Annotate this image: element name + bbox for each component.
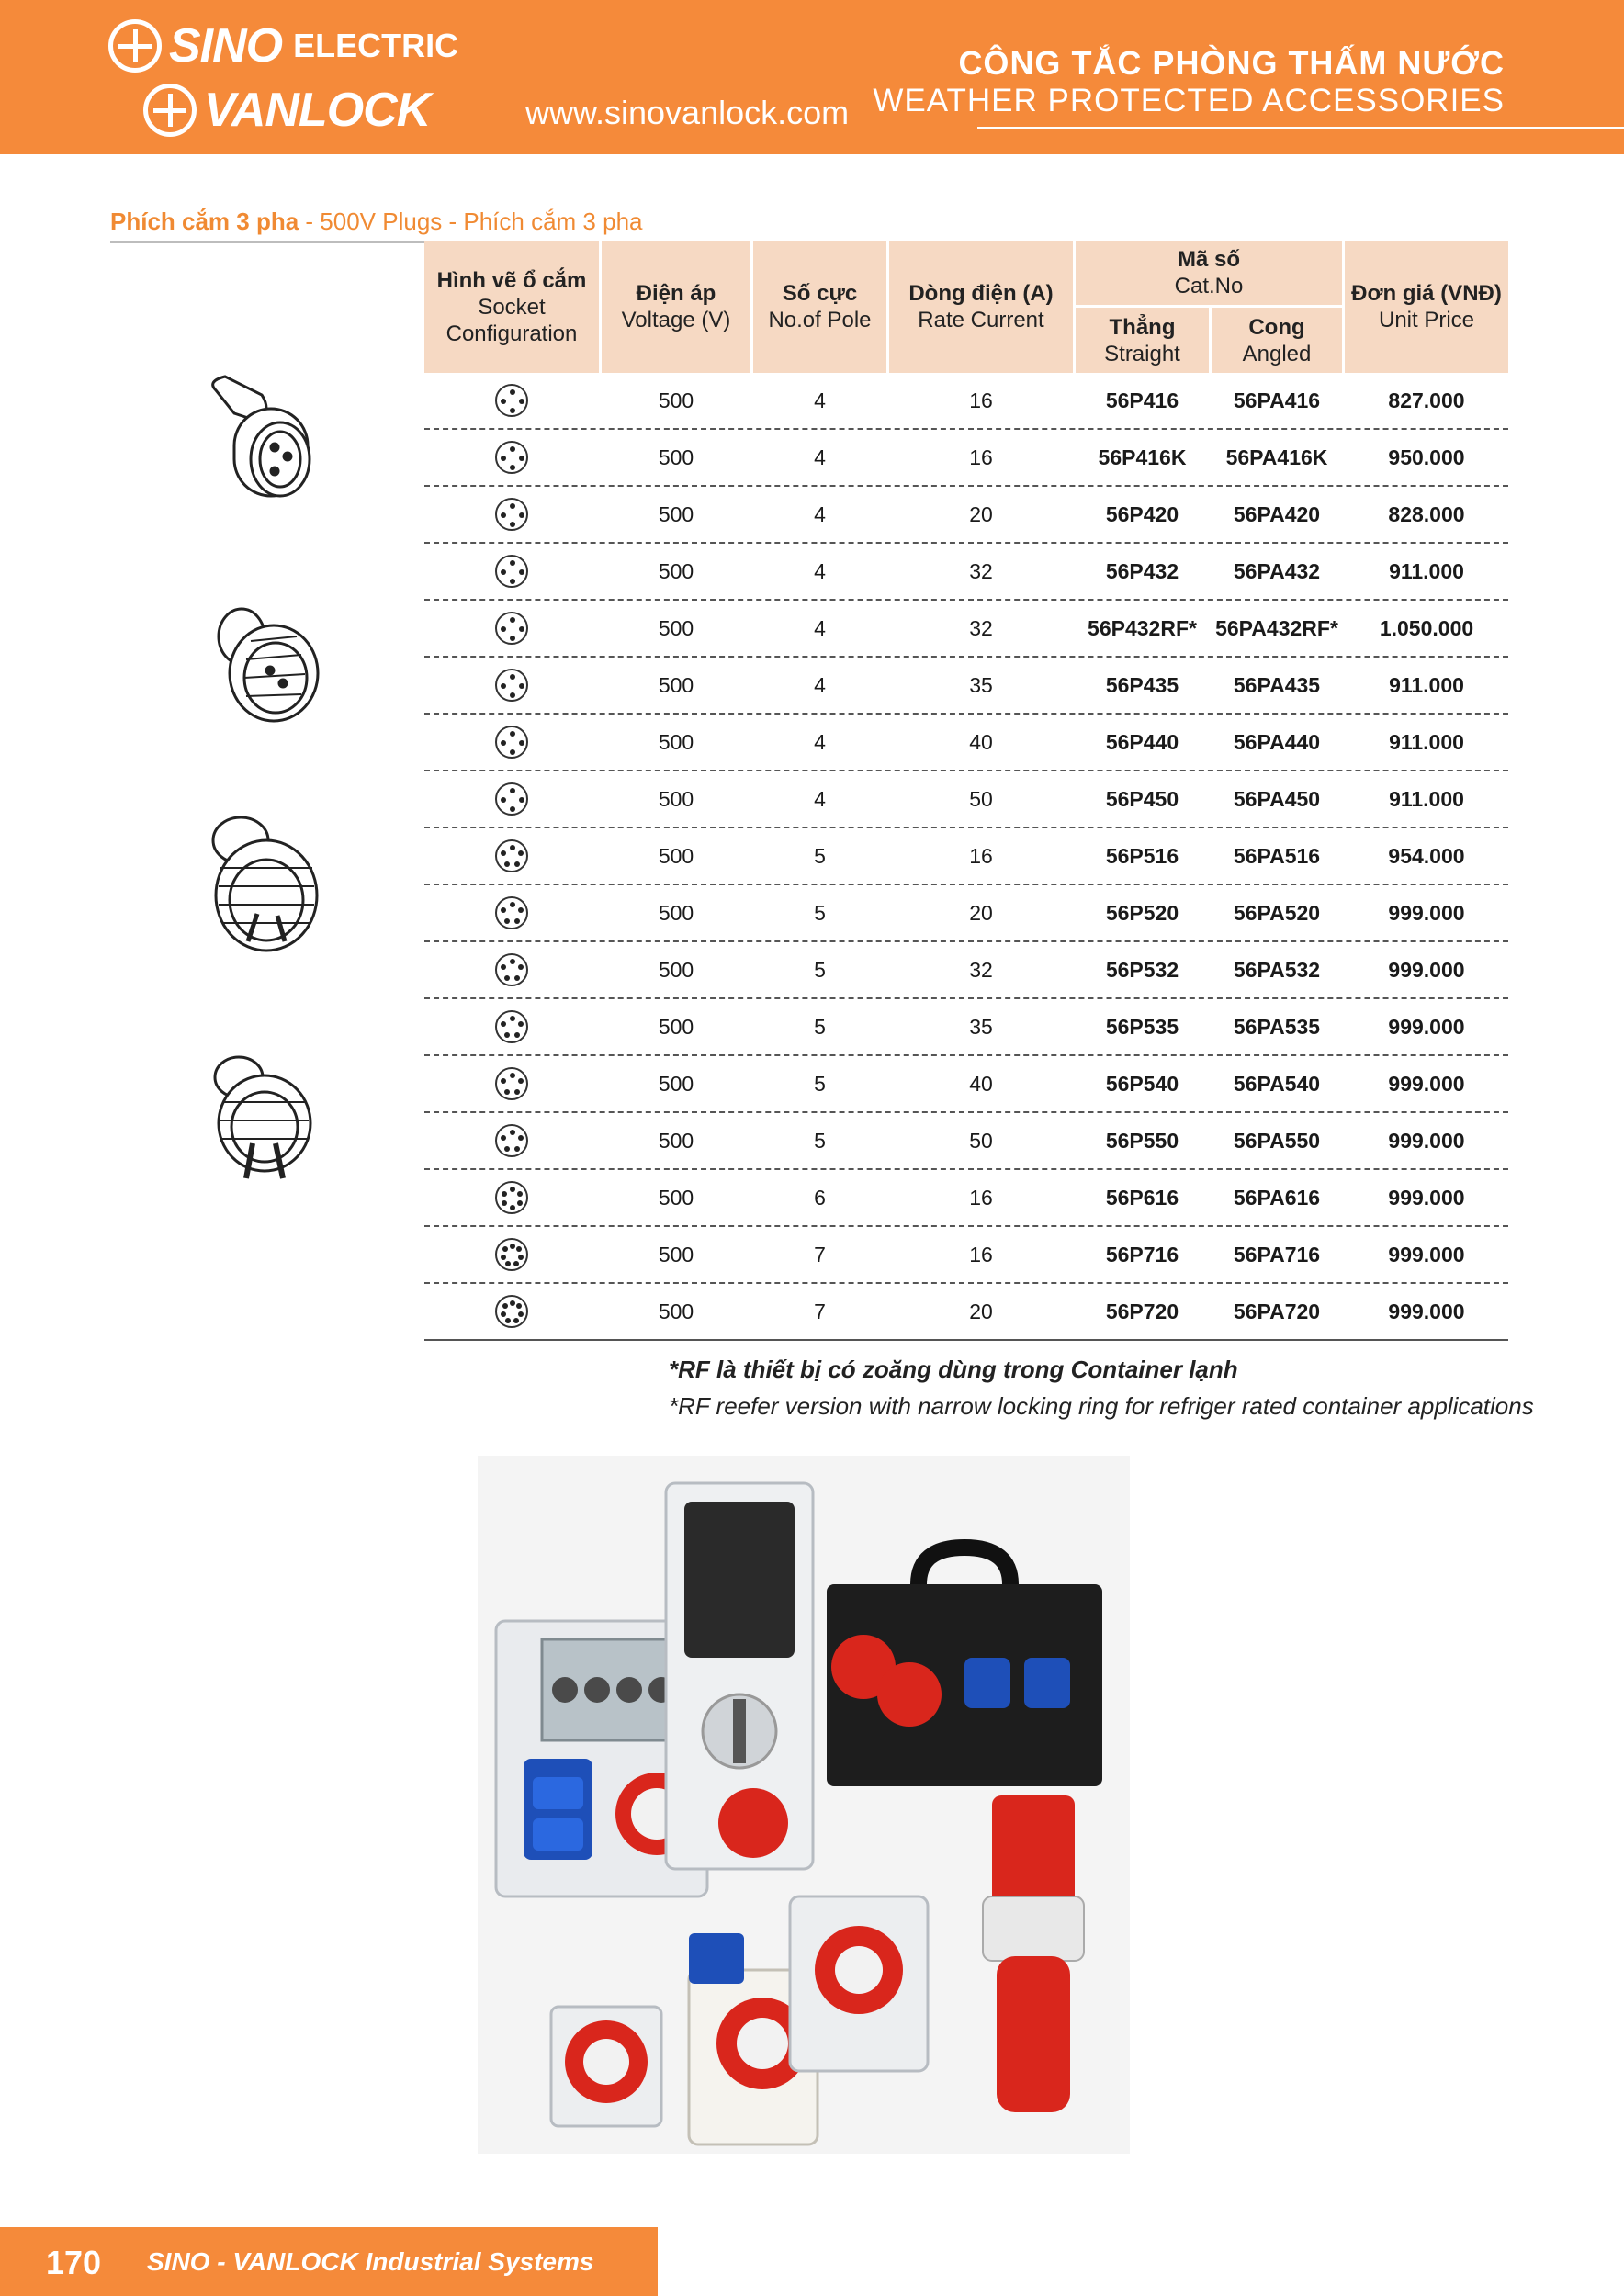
- cell-poles: 4: [814, 388, 826, 412]
- pin-dot: [510, 1073, 515, 1078]
- pin-dot: [502, 1200, 507, 1206]
- pin-dot: [518, 850, 524, 856]
- cell-straight: 56P532: [1105, 957, 1179, 982]
- socket-configuration: [424, 1227, 599, 1282]
- header-voltage: Điện áp Voltage (V): [621, 281, 731, 332]
- header-socket: Hình vẽ ổ cắm Socket Configuration: [436, 267, 587, 346]
- cell-straight: 56P535: [1105, 1014, 1179, 1039]
- cell-straight: 56P416: [1105, 388, 1179, 412]
- header-price: Đơn giá (VNĐ) Unit Price: [1351, 281, 1502, 332]
- cell-price: 911.000: [1389, 729, 1464, 754]
- cell-price: 999.000: [1388, 957, 1465, 982]
- cell-current: 16: [969, 445, 993, 469]
- socket-pin-icon: [495, 782, 528, 816]
- pin-dot: [513, 1261, 519, 1266]
- page-header: [0, 0, 1624, 154]
- header-current: Dòng điện (A) Rate Current: [908, 281, 1054, 332]
- section-title-rest: - 500V Plugs - Phích cắm 3 pha: [299, 208, 643, 235]
- cell-poles: 7: [814, 1299, 826, 1323]
- website-link[interactable]: www.sinovanlock.com: [525, 94, 850, 131]
- cell-voltage: 500: [658, 558, 694, 583]
- socket-pin-icon: [495, 1067, 528, 1100]
- pin-dot: [501, 1135, 506, 1141]
- cell-voltage: 500: [658, 843, 694, 868]
- pin-dot: [501, 1078, 506, 1084]
- cell-angled: 56PA716: [1233, 1242, 1321, 1266]
- socket-configuration: [424, 942, 599, 997]
- pin-dot: [519, 399, 524, 404]
- pin-dot: [510, 731, 515, 737]
- brand-sino: SINO: [169, 19, 283, 73]
- pin-dot: [519, 740, 524, 746]
- cell-current: 32: [969, 615, 993, 640]
- socket-configuration: [424, 1284, 599, 1339]
- socket-configuration: [424, 885, 599, 940]
- pin-dot: [518, 1255, 524, 1260]
- pin-dot: [510, 1016, 515, 1021]
- pin-dot: [510, 560, 515, 566]
- cell-poles: 4: [814, 615, 826, 640]
- header-angled: Cong Angled: [1242, 314, 1312, 366]
- socket-configuration: [424, 1113, 599, 1168]
- socket-pin-icon: [495, 555, 528, 588]
- pin-dot: [519, 512, 524, 518]
- table-row: [424, 942, 1508, 999]
- cell-current: 40: [969, 729, 993, 754]
- cell-price: 950.000: [1388, 445, 1465, 469]
- pin-dot: [501, 456, 506, 461]
- pin-dot: [505, 1318, 511, 1323]
- cell-poles: 5: [814, 1071, 826, 1096]
- cell-straight: 56P516: [1105, 843, 1179, 868]
- pin-dot: [514, 975, 520, 981]
- cell-current: 50: [969, 786, 993, 811]
- cell-angled: 56PA440: [1233, 729, 1321, 754]
- pin-dot: [518, 1021, 524, 1027]
- table-row: [424, 430, 1508, 487]
- cell-current: 16: [969, 843, 993, 868]
- table-row: [424, 1056, 1508, 1113]
- cell-angled: 56PA432RF*: [1215, 615, 1338, 640]
- socket-configuration: [424, 544, 599, 599]
- cell-current: 50: [969, 1128, 993, 1153]
- cell-angled: 56PA416K: [1225, 445, 1328, 469]
- cell-current: 35: [969, 672, 993, 697]
- cell-current: 40: [969, 1071, 993, 1096]
- page-number: 170: [46, 2244, 102, 2281]
- page-footer: [0, 2227, 658, 2296]
- table-body: [424, 373, 1508, 1341]
- socket-pin-icon: [495, 384, 528, 417]
- cell-straight: 56P435: [1105, 672, 1179, 697]
- cell-voltage: 500: [658, 1242, 694, 1266]
- cell-straight: 56P432RF*: [1088, 615, 1197, 640]
- pin-dot: [502, 1303, 508, 1309]
- pin-dot: [510, 1205, 515, 1210]
- cell-voltage: 500: [658, 445, 694, 469]
- table-row: [424, 1170, 1508, 1227]
- cell-straight: 56P540: [1105, 1071, 1179, 1096]
- table-header: [424, 241, 1508, 373]
- pin-dot: [510, 788, 515, 793]
- section-title-bold: Phích cắm 3 pha: [110, 208, 299, 235]
- socket-configuration: [424, 771, 599, 827]
- cell-poles: 7: [814, 1242, 826, 1266]
- straight-plug-drawing-3: [202, 1052, 321, 1185]
- cell-poles: 4: [814, 729, 826, 754]
- cell-poles: 4: [814, 786, 826, 811]
- cell-straight: 56P416K: [1098, 445, 1187, 469]
- pin-dot: [501, 1255, 506, 1260]
- pin-dot: [516, 1246, 522, 1252]
- table-row: [424, 544, 1508, 601]
- header-poles: Số cực No.of Pole: [768, 281, 872, 332]
- cell-price: 1.050.000: [1379, 615, 1474, 640]
- brand-vanlock: VANLOCK: [204, 84, 431, 137]
- cell-straight: 56P520: [1105, 900, 1179, 925]
- pin-dot: [501, 850, 506, 856]
- socket-configuration: [424, 373, 599, 428]
- cell-price: 828.000: [1388, 501, 1465, 526]
- cell-voltage: 500: [658, 1299, 694, 1323]
- pin-dot: [518, 1078, 524, 1084]
- pin-dot: [510, 522, 515, 527]
- table-row: [424, 487, 1508, 544]
- cell-voltage: 500: [658, 672, 694, 697]
- section-underline: [110, 241, 427, 243]
- pin-dot: [501, 1311, 506, 1317]
- pin-dot: [504, 975, 510, 981]
- cell-current: 20: [969, 1299, 993, 1323]
- pin-dot: [501, 512, 506, 518]
- pin-dot: [519, 626, 524, 632]
- cell-angled: 56PA540: [1233, 1071, 1321, 1096]
- pin-dot: [505, 1261, 511, 1266]
- pin-dot: [501, 740, 506, 746]
- pin-dot: [510, 1300, 515, 1306]
- cell-angled: 56PA616: [1233, 1185, 1321, 1210]
- cell-straight: 56P616: [1105, 1185, 1179, 1210]
- pin-dot: [517, 1200, 523, 1206]
- table-row: [424, 1227, 1508, 1284]
- pin-dot: [519, 456, 524, 461]
- socket-pin-icon: [495, 726, 528, 759]
- cell-current: 16: [969, 388, 993, 412]
- cell-angled: 56PA432: [1233, 558, 1321, 583]
- table-row: [424, 771, 1508, 828]
- section-title: [110, 208, 643, 236]
- socket-configuration: [424, 715, 599, 770]
- socket-pin-icon: [495, 612, 528, 645]
- pin-dot: [502, 1191, 507, 1197]
- header-catno: Mã số Cat.No: [1174, 247, 1244, 298]
- header-straight: Thẳng Straight: [1104, 314, 1180, 366]
- table-row: [424, 658, 1508, 715]
- cell-angled: 56PA720: [1233, 1299, 1321, 1323]
- pin-dot: [514, 861, 520, 867]
- pin-dot: [518, 1135, 524, 1141]
- pin-dot: [501, 907, 506, 913]
- socket-configuration: [424, 430, 599, 485]
- cell-angled: 56PA516: [1233, 843, 1321, 868]
- pin-dot: [501, 399, 506, 404]
- pin-dot: [504, 861, 510, 867]
- pin-dot: [510, 408, 515, 413]
- cell-angled: 56PA420: [1233, 501, 1321, 526]
- footnote-en: *RF reefer version with narrow locking ring for refriger rated container applications: [669, 1392, 1534, 1420]
- pin-dot: [510, 617, 515, 623]
- cell-angled: 56PA450: [1233, 786, 1321, 811]
- cell-straight: 56P440: [1105, 729, 1179, 754]
- straight-plug-drawing-2: [202, 813, 326, 955]
- cell-current: 16: [969, 1185, 993, 1210]
- cell-voltage: 500: [658, 388, 694, 412]
- pin-dot: [514, 1089, 520, 1095]
- cell-price: 999.000: [1388, 1071, 1465, 1096]
- brand-logo: [108, 13, 459, 151]
- cell-current: 20: [969, 501, 993, 526]
- table-row: [424, 601, 1508, 658]
- cell-straight: 56P432: [1105, 558, 1179, 583]
- cell-price: 999.000: [1388, 1185, 1465, 1210]
- pin-dot: [510, 465, 515, 470]
- socket-configuration: [424, 1056, 599, 1111]
- cell-voltage: 500: [658, 1071, 694, 1096]
- pin-dot: [514, 918, 520, 924]
- cell-angled: 56PA416: [1233, 388, 1321, 412]
- pin-dot: [510, 579, 515, 584]
- pin-dot: [501, 1021, 506, 1027]
- socket-pin-icon: [495, 953, 528, 986]
- socket-pin-icon: [495, 1010, 528, 1043]
- pin-dot: [510, 446, 515, 452]
- cell-current: 35: [969, 1014, 993, 1039]
- cell-price: 911.000: [1389, 558, 1464, 583]
- pin-dot: [517, 1191, 523, 1197]
- socket-configuration: [424, 601, 599, 656]
- socket-pin-icon: [495, 1124, 528, 1157]
- angled-plug-drawing: [197, 372, 326, 510]
- cell-voltage: 500: [658, 1014, 694, 1039]
- footer-text: SINO - VANLOCK Industrial Systems: [147, 2247, 594, 2276]
- cell-price: 999.000: [1388, 1128, 1465, 1153]
- cell-price: 911.000: [1389, 672, 1464, 697]
- cell-poles: 5: [814, 900, 826, 925]
- pin-dot: [504, 1089, 510, 1095]
- pin-dot: [501, 626, 506, 632]
- socket-configuration: [424, 999, 599, 1054]
- cell-current: 20: [969, 900, 993, 925]
- cell-angled: 56PA535: [1233, 1014, 1321, 1039]
- cell-voltage: 500: [658, 615, 694, 640]
- pin-dot: [510, 1244, 515, 1249]
- cell-poles: 6: [814, 1185, 826, 1210]
- cell-straight: 56P450: [1105, 786, 1179, 811]
- pin-dot: [510, 389, 515, 395]
- table-row: [424, 828, 1508, 885]
- socket-configuration: [424, 1170, 599, 1225]
- footnote-vn: *RF là thiết bị có zoăng dùng trong Container lạnh: [669, 1356, 1238, 1383]
- brand-electric: ELECTRIC: [293, 27, 459, 64]
- cell-voltage: 500: [658, 1128, 694, 1153]
- cell-straight: 56P720: [1105, 1299, 1179, 1323]
- cell-price: 999.000: [1388, 1299, 1465, 1323]
- cell-voltage: 500: [658, 501, 694, 526]
- cell-current: 16: [969, 1242, 993, 1266]
- pin-dot: [504, 918, 510, 924]
- pin-dot: [519, 683, 524, 689]
- cell-poles: 5: [814, 1128, 826, 1153]
- pin-dot: [501, 569, 506, 575]
- cell-voltage: 500: [658, 729, 694, 754]
- cell-current: 32: [969, 558, 993, 583]
- cell-straight: 56P550: [1105, 1128, 1179, 1153]
- pin-dot: [510, 1130, 515, 1135]
- pin-dot: [501, 964, 506, 970]
- cell-poles: 4: [814, 501, 826, 526]
- vanlock-logo-icon: [143, 84, 197, 137]
- cell-angled: 56PA550: [1233, 1128, 1321, 1153]
- socket-configuration: [424, 658, 599, 713]
- socket-pin-icon: [495, 498, 528, 531]
- cell-straight: 56P716: [1105, 1242, 1179, 1266]
- pin-dot: [519, 569, 524, 575]
- cell-voltage: 500: [658, 786, 694, 811]
- cell-price: 999.000: [1388, 900, 1465, 925]
- cell-poles: 5: [814, 1014, 826, 1039]
- header-title-vn: CÔNG TẮC PHÒNG THẤM NƯỚC: [958, 44, 1505, 82]
- table-row: [424, 373, 1508, 430]
- pin-dot: [510, 806, 515, 812]
- socket-pin-icon: [495, 669, 528, 702]
- cell-poles: 5: [814, 843, 826, 868]
- cell-price: 999.000: [1388, 1014, 1465, 1039]
- table-row: [424, 1113, 1508, 1170]
- socket-configuration: [424, 487, 599, 542]
- cell-price: 954.000: [1388, 843, 1465, 868]
- cell-angled: 56PA520: [1233, 900, 1321, 925]
- cell-poles: 4: [814, 445, 826, 469]
- pin-dot: [510, 1187, 515, 1192]
- pin-dot: [510, 503, 515, 509]
- socket-pin-icon: [495, 1238, 528, 1271]
- socket-pin-icon: [495, 896, 528, 929]
- pin-dot: [510, 636, 515, 641]
- pin-dot: [519, 797, 524, 803]
- straight-plug-drawing-1: [209, 604, 324, 728]
- pin-dot: [514, 1032, 520, 1038]
- socket-pin-icon: [495, 839, 528, 872]
- pin-dot: [513, 1318, 519, 1323]
- cell-angled: 56PA532: [1233, 957, 1321, 982]
- cell-poles: 4: [814, 672, 826, 697]
- socket-pin-icon: [495, 1181, 528, 1214]
- pin-dot: [510, 692, 515, 698]
- table-row: [424, 885, 1508, 942]
- socket-pin-icon: [495, 1295, 528, 1328]
- pin-dot: [518, 964, 524, 970]
- cell-price: 911.000: [1389, 786, 1464, 811]
- pin-dot: [504, 1032, 510, 1038]
- cell-angled: 56PA435: [1233, 672, 1321, 697]
- socket-configuration: [424, 828, 599, 884]
- pin-dot: [502, 1246, 508, 1252]
- header-underline: [977, 127, 1624, 129]
- pin-dot: [516, 1303, 522, 1309]
- cell-poles: 5: [814, 957, 826, 982]
- pin-dot: [501, 683, 506, 689]
- pin-dot: [501, 797, 506, 803]
- pin-dot: [518, 907, 524, 913]
- cell-voltage: 500: [658, 1185, 694, 1210]
- header-title-en: WEATHER PROTECTED ACCESSORIES: [873, 83, 1505, 118]
- globe-icon: [108, 19, 162, 73]
- cell-price: 999.000: [1388, 1242, 1465, 1266]
- pin-dot: [510, 845, 515, 850]
- pin-dot: [510, 749, 515, 755]
- table-row: [424, 1284, 1508, 1341]
- cell-voltage: 500: [658, 900, 694, 925]
- cell-voltage: 500: [658, 957, 694, 982]
- plug-price-table: [424, 241, 1508, 1341]
- table-row: [424, 999, 1508, 1056]
- cell-price: 827.000: [1388, 388, 1465, 412]
- cell-poles: 4: [814, 558, 826, 583]
- pin-dot: [510, 902, 515, 907]
- socket-pin-icon: [495, 441, 528, 474]
- pin-dot: [504, 1146, 510, 1152]
- product-photo: [478, 1456, 1130, 2154]
- cell-straight: 56P420: [1105, 501, 1179, 526]
- pin-dot: [510, 959, 515, 964]
- pin-dot: [510, 674, 515, 680]
- pin-dot: [518, 1311, 524, 1317]
- pin-dot: [514, 1146, 520, 1152]
- table-row: [424, 715, 1508, 771]
- cell-current: 32: [969, 957, 993, 982]
